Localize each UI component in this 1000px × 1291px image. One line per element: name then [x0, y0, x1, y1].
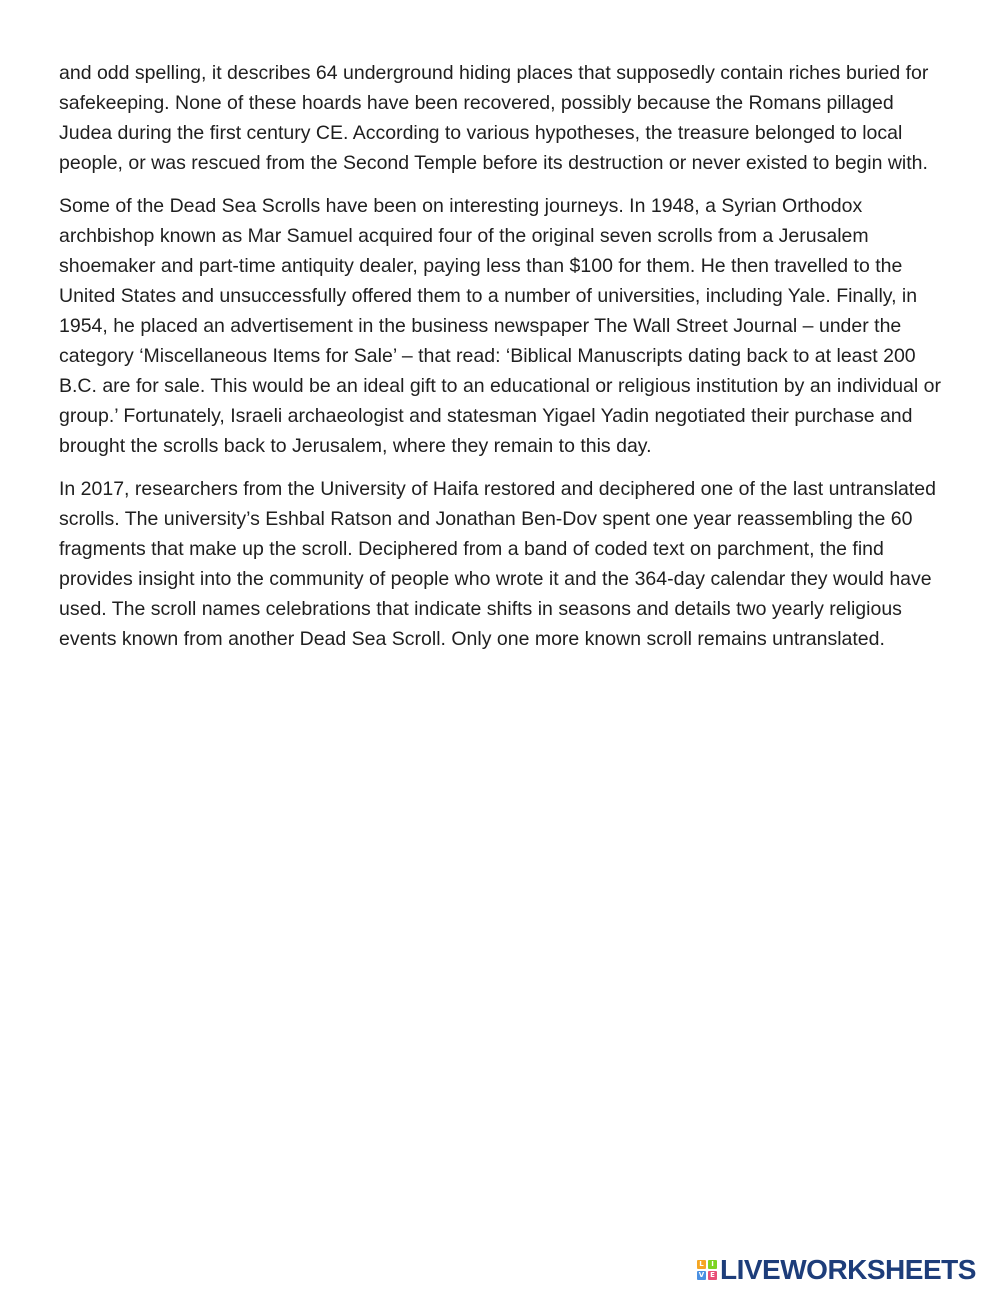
paragraph-1: and odd spelling, it describes 64 underground hiding places that supposedly contain riches buried for safekeeping. None of these hoards have been recovered, possibly because the Romans pillaged Judea during the first century CE. According to various hypotheses, the treasure belonged to local people, or was rescued from the Second Temple before its destruction or never existed to begin with. [59, 62, 929, 174]
logo-block-e: E [708, 1271, 717, 1280]
logo-block-l: L [697, 1260, 706, 1269]
logo-wordmark: LIVEWORKSHEETS [720, 1254, 976, 1285]
logo-block-v: V [698, 1271, 705, 1279]
paragraph-3: In 2017, researchers from the University of Haifa restored and deciphered one of the last untranslated scrolls. The university’s Eshbal Ratson and Jonathan Ben-Dov spent one year reassembling the 60 fragments that make up the scroll. Deciphered from a band of coded text on parchment, the find provides insight into the community of people who wrote it and the 364-day calendar they would have used. The scroll names celebrations that indicate shifts in seasons and details two yearly religious events known from another Dead Sea Scroll. Only one more known scroll remains untranslated. [59, 478, 936, 650]
paragraph-2: Some of the Dead Sea Scrolls have been on interesting journeys. In 1948, a Syrian Orthodox archbishop known as Mar Samuel acquired four of the original seven scrolls from a Jerusalem shoemaker and part-time antiquity dealer, paying less than $100 for them. He then travelled to the United States and unsuccessfully offered them to a number of universities, including Yale. Finally, in 1954, he placed an advertisement in the business newspaper The Wall Street Journal – under the category ‘Miscellaneous Items for Sale’ – that read: ‘Biblical Manuscripts dating back to at least 200 B.C. are for sale. This would be an ideal gift to an educational or religious institution by an individual or group.’ Fortunately, Israeli archaeologist and statesman Yigael Yadin negotiated their purchase and brought the scrolls back to Jerusalem, where they remain to this day. [59, 195, 941, 457]
liveworksheets-logo[interactable] [697, 1254, 976, 1286]
logo-block-i: I [708, 1260, 717, 1269]
liveworksheets-blocks-icon [697, 1260, 717, 1280]
document-body [59, 58, 943, 667]
